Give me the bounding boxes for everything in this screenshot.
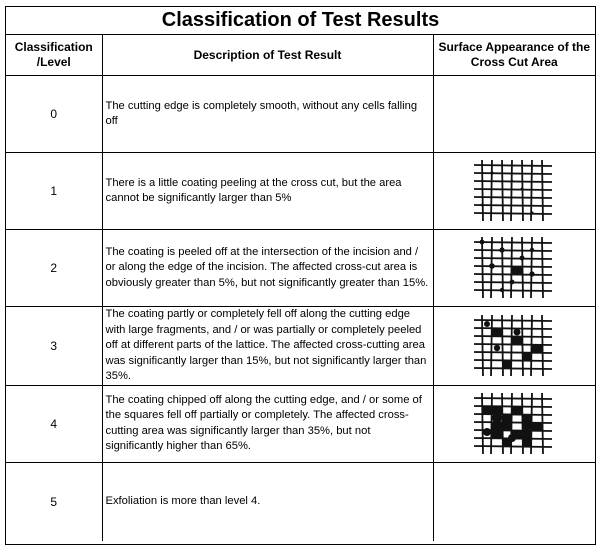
table-row: [6, 462, 595, 541]
description-cell: The coating is peeled off at the intersection of the incision and / or along the edge of the incision. The affected cross-cut area is obviously greater than 5%, but not significantly greater than 15%.: [102, 230, 433, 307]
level-cell: 0: [6, 76, 102, 153]
header-description: Description of Test Result: [102, 35, 433, 76]
description-cell: There is a little coating peeling at the cross cut, but the area cannot be significantly larger than 5%: [102, 153, 433, 230]
header-level: Classification /Level: [6, 35, 102, 76]
level-cell: 5: [6, 462, 102, 541]
crosscut-grid-level-2-icon: [472, 236, 556, 300]
table-row: [6, 230, 595, 307]
level-cell: 3: [6, 307, 102, 386]
description-cell: The cutting edge is completely smooth, without any cells falling off: [102, 76, 433, 153]
appearance-cell: [433, 385, 595, 462]
header-row: [6, 35, 595, 76]
appearance-cell: [433, 307, 595, 386]
level-cell: 1: [6, 153, 102, 230]
appearance-cell: [433, 153, 595, 230]
appearance-cell-empty: [433, 462, 595, 541]
crosscut-grid-level-3-icon: [472, 314, 556, 378]
table-row: [6, 76, 595, 153]
classification-table-panel: [5, 6, 596, 545]
results-table: [6, 35, 595, 541]
crosscut-grid-level-4-icon: [472, 392, 556, 456]
level-cell: 4: [6, 385, 102, 462]
crosscut-grid-level-1-icon: [472, 159, 556, 223]
description-cell: Exfoliation is more than level 4.: [102, 462, 433, 541]
header-appearance: Surface Appearance of the Cross Cut Area: [433, 35, 595, 76]
appearance-cell: [433, 230, 595, 307]
table-row: [6, 307, 595, 386]
description-cell: The coating chipped off along the cutting edge, and / or some of the squares fell off partially or completely. The affected cross-cutting area was significantly larger than 35%, but not significantly higher than 65%.: [102, 385, 433, 462]
description-cell: The coating partly or completely fell off along the cutting edge with large fragments, and / or was partially or completely peeled off at different parts of the lattice. The affected cross-cutting area was significantly larger than 15%, but not significantly larger than 35%.: [102, 307, 433, 386]
table-row: [6, 153, 595, 230]
table-row: [6, 385, 595, 462]
table-title: Classification of Test Results: [6, 7, 595, 35]
appearance-cell-empty: [433, 76, 595, 153]
level-cell: 2: [6, 230, 102, 307]
